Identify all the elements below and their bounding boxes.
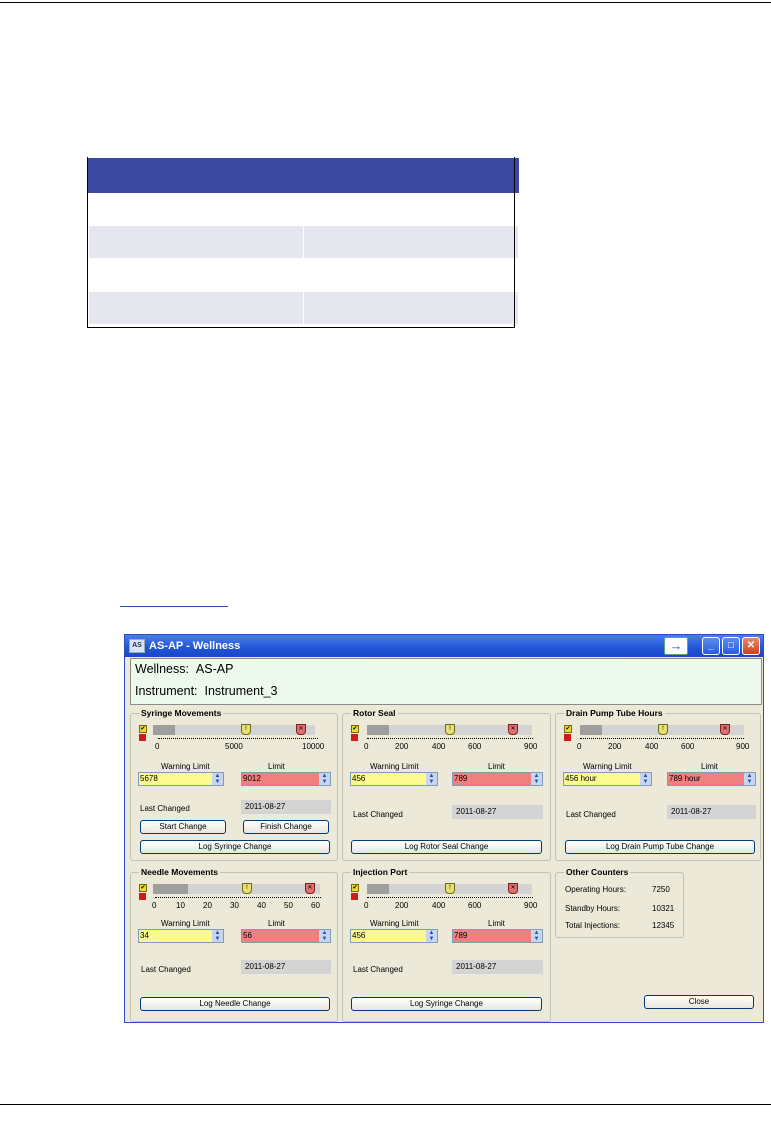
table-cell — [89, 159, 304, 193]
last-changed-date: 2011-08-27 — [667, 805, 756, 819]
spinner-arrows-icon[interactable]: ▲ ▼ — [744, 773, 755, 785]
log-injection-port-change-button[interactable]: Log Syringe Change — [351, 997, 542, 1011]
limit-marker-icon[interactable]: ✕ — [508, 883, 518, 894]
limit-marker-icon[interactable]: ✕ — [305, 883, 315, 894]
warning-marker-icon[interactable]: ! — [658, 724, 668, 735]
table-cell — [304, 292, 519, 325]
warning-checkbox[interactable]: ✔ — [140, 885, 146, 891]
limit-input[interactable] — [241, 929, 331, 943]
tick-label: 600 — [468, 742, 482, 751]
table-cell — [304, 259, 519, 292]
warning-checkbox[interactable]: ✔ — [352, 885, 358, 891]
spinner-arrows-icon[interactable]: ▲ ▼ — [531, 773, 542, 785]
tick-label: 600 — [681, 742, 695, 751]
limit-value: 789 — [454, 774, 468, 783]
alarm-indicator-icon — [564, 734, 571, 741]
warning-checkbox[interactable]: ✔ — [140, 726, 146, 732]
syringe-movements-group — [130, 708, 338, 861]
group-title: Rotor Seal — [353, 708, 396, 718]
table-cell — [304, 226, 519, 259]
title-bar[interactable] — [125, 635, 763, 657]
spinner-arrows-icon[interactable]: ▲ ▼ — [531, 930, 542, 942]
spinner-arrows-icon[interactable]: ▲ ▼ — [212, 773, 223, 785]
warning-limit-label: Warning Limit — [161, 762, 210, 771]
counter-label: Standby Hours: — [565, 904, 621, 913]
spinner-arrows-icon[interactable]: ▲ ▼ — [212, 930, 223, 942]
counter-value: 7250 — [652, 885, 670, 894]
limit-marker-icon[interactable]: ✕ — [720, 724, 730, 735]
alarm-indicator-icon — [351, 734, 358, 741]
tick-label: 400 — [432, 742, 446, 751]
warning-checkbox[interactable]: ✔ — [565, 726, 571, 732]
table-row — [89, 259, 519, 292]
warning-limit-label: Warning Limit — [370, 762, 419, 771]
warning-limit-value: 456 hour — [565, 774, 597, 783]
warning-limit-label: Warning Limit — [583, 762, 632, 771]
limit-input[interactable] — [241, 772, 331, 786]
table-header-row — [89, 159, 519, 193]
tick-label: 400 — [432, 901, 446, 910]
tick-label: 30 — [230, 901, 239, 910]
limit-input[interactable] — [452, 772, 543, 786]
rotor-seal-group — [342, 708, 551, 861]
usage-bar — [153, 725, 315, 735]
limit-label: Limit — [268, 919, 285, 928]
axis-ticks — [367, 897, 533, 902]
wellness-window — [124, 634, 764, 1023]
limit-label: Limit — [701, 762, 718, 771]
table-cell — [89, 259, 304, 292]
injection-port-group — [342, 867, 551, 1022]
warning-marker-icon[interactable]: ! — [445, 883, 455, 894]
close-button[interactable]: Close — [644, 995, 754, 1009]
alarm-indicator-icon — [139, 734, 146, 741]
spinner-arrows-icon[interactable]: ▲ ▼ — [319, 930, 330, 942]
minimize-button[interactable]: _ — [702, 637, 720, 655]
wellness-line — [135, 662, 233, 676]
table-cell — [304, 193, 519, 226]
warning-limit-value: 5678 — [140, 774, 158, 783]
warning-checkbox[interactable]: ✔ — [352, 726, 358, 732]
instrument-value: Instrument_3 — [204, 684, 278, 698]
last-changed-date: 2011-08-27 — [241, 960, 331, 974]
maximize-button[interactable]: □ — [722, 637, 740, 655]
limit-label: Limit — [268, 762, 285, 771]
close-window-button[interactable]: ✕ — [742, 637, 760, 655]
other-counters-group — [555, 867, 684, 938]
warning-limit-label: Warning Limit — [161, 919, 210, 928]
drain-pump-tube-group — [555, 708, 761, 861]
usage-bar — [153, 884, 320, 894]
spinner-arrows-icon[interactable]: ▲ ▼ — [319, 773, 330, 785]
limit-value: 9012 — [243, 774, 261, 783]
last-changed-label: Last Changed — [353, 965, 403, 974]
tick-label: 200 — [395, 901, 409, 910]
spinner-arrows-icon[interactable]: ▲ ▼ — [426, 773, 437, 785]
doc-hyperlink[interactable] — [120, 606, 228, 607]
alarm-indicator-icon — [139, 893, 146, 900]
limit-value: 789 — [454, 931, 468, 940]
log-syringe-change-button[interactable]: Log Syringe Change — [140, 840, 330, 854]
limit-marker-icon[interactable]: ✕ — [296, 724, 306, 735]
tick-label: 10 — [176, 901, 185, 910]
limit-input[interactable] — [667, 772, 756, 786]
table-cell — [89, 226, 304, 259]
app-icon: AS — [129, 639, 145, 653]
counter-label: Operating Hours: — [565, 885, 626, 894]
tick-label: 400 — [645, 742, 659, 751]
doc-table — [88, 158, 519, 325]
instrument-line — [135, 684, 277, 698]
tick-label: 10000 — [302, 742, 325, 751]
window-title: AS-AP - Wellness — [149, 640, 241, 652]
tick-label: 50 — [284, 901, 293, 910]
page-bottom-rule — [0, 1104, 771, 1105]
warning-limit-value: 34 — [140, 931, 149, 940]
group-title: Injection Port — [353, 867, 408, 877]
page-top-rule — [0, 2, 771, 3]
spinner-arrows-icon[interactable]: ▲ ▼ — [426, 930, 437, 942]
warning-limit-value: 456 — [352, 774, 366, 783]
last-changed-label: Last Changed — [566, 810, 616, 819]
tick-label: 600 — [468, 901, 482, 910]
counter-label: Total Injections: — [565, 921, 621, 930]
warning-limit-input[interactable] — [138, 772, 224, 786]
tick-label: 200 — [608, 742, 622, 751]
tick-label: 0 — [155, 742, 160, 751]
tick-label: 0 — [577, 742, 582, 751]
limit-label: Limit — [488, 762, 505, 771]
last-changed-label: Last Changed — [353, 810, 403, 819]
warning-limit-input[interactable] — [138, 929, 224, 943]
warning-limit-label: Warning Limit — [370, 919, 419, 928]
finish-change-button[interactable]: Finish Change — [243, 820, 329, 834]
tick-label: 900 — [524, 901, 538, 910]
axis-ticks — [580, 738, 744, 743]
table-cell — [89, 193, 304, 226]
tick-label: 40 — [257, 901, 266, 910]
limit-value: 56 — [243, 931, 252, 940]
table-cell — [304, 159, 519, 193]
group-title: Syringe Movements — [141, 708, 222, 718]
log-needle-change-button[interactable]: Log Needle Change — [140, 997, 330, 1011]
arrow-right-icon[interactable]: → — [664, 637, 688, 655]
warning-marker-icon[interactable]: ! — [242, 883, 252, 894]
last-changed-date: 2011-08-27 — [452, 960, 543, 974]
group-title: Drain Pump Tube Hours — [566, 708, 663, 718]
axis-ticks — [367, 738, 533, 743]
warning-marker-icon[interactable]: ! — [445, 724, 455, 735]
table-cell — [89, 292, 304, 325]
tick-label: 60 — [311, 901, 320, 910]
tick-label: 20 — [203, 901, 212, 910]
log-rotor-seal-change-button[interactable]: Log Rotor Seal Change — [351, 840, 542, 854]
tick-label: 5000 — [225, 742, 243, 751]
log-drain-pump-tube-change-button[interactable]: Log Drain Pump Tube Change — [565, 840, 755, 854]
last-changed-date: 2011-08-27 — [452, 805, 543, 819]
alarm-indicator-icon — [351, 893, 358, 900]
tick-label: 0 — [152, 901, 157, 910]
counter-value: 10321 — [652, 904, 675, 913]
needle-movements-group — [130, 867, 338, 1022]
tick-label: 900 — [524, 742, 538, 751]
header-panel — [130, 658, 762, 705]
counter-value: 12345 — [652, 921, 675, 930]
tick-label: 0 — [364, 742, 369, 751]
table-row — [89, 226, 519, 259]
table-row — [89, 193, 519, 226]
last-changed-label: Last Changed — [140, 804, 190, 813]
spinner-arrows-icon[interactable]: ▲ ▼ — [640, 773, 651, 785]
tick-label: 200 — [395, 742, 409, 751]
group-title: Needle Movements — [141, 867, 218, 877]
warning-limit-value: 456 — [352, 931, 366, 940]
wellness-value: AS-AP — [195, 662, 234, 676]
limit-label: Limit — [488, 919, 505, 928]
tick-label: 0 — [364, 901, 369, 910]
instrument-label: Instrument: — [135, 684, 198, 698]
warning-limit-input[interactable] — [563, 772, 652, 786]
tick-label: 900 — [736, 742, 750, 751]
wellness-label: Wellness: — [135, 662, 189, 676]
warning-marker-icon[interactable]: ! — [241, 724, 251, 735]
last-changed-date: 2011-08-27 — [241, 800, 331, 814]
limit-input[interactable] — [452, 929, 543, 943]
group-title: Other Counters — [566, 867, 629, 877]
warning-limit-input[interactable] — [350, 929, 438, 943]
table-row — [89, 292, 519, 325]
start-change-button[interactable]: Start Change — [140, 820, 226, 834]
last-changed-label: Last Changed — [141, 965, 191, 974]
warning-limit-input[interactable] — [350, 772, 438, 786]
limit-marker-icon[interactable]: ✕ — [508, 724, 518, 735]
limit-value: 789 hour — [669, 774, 701, 783]
